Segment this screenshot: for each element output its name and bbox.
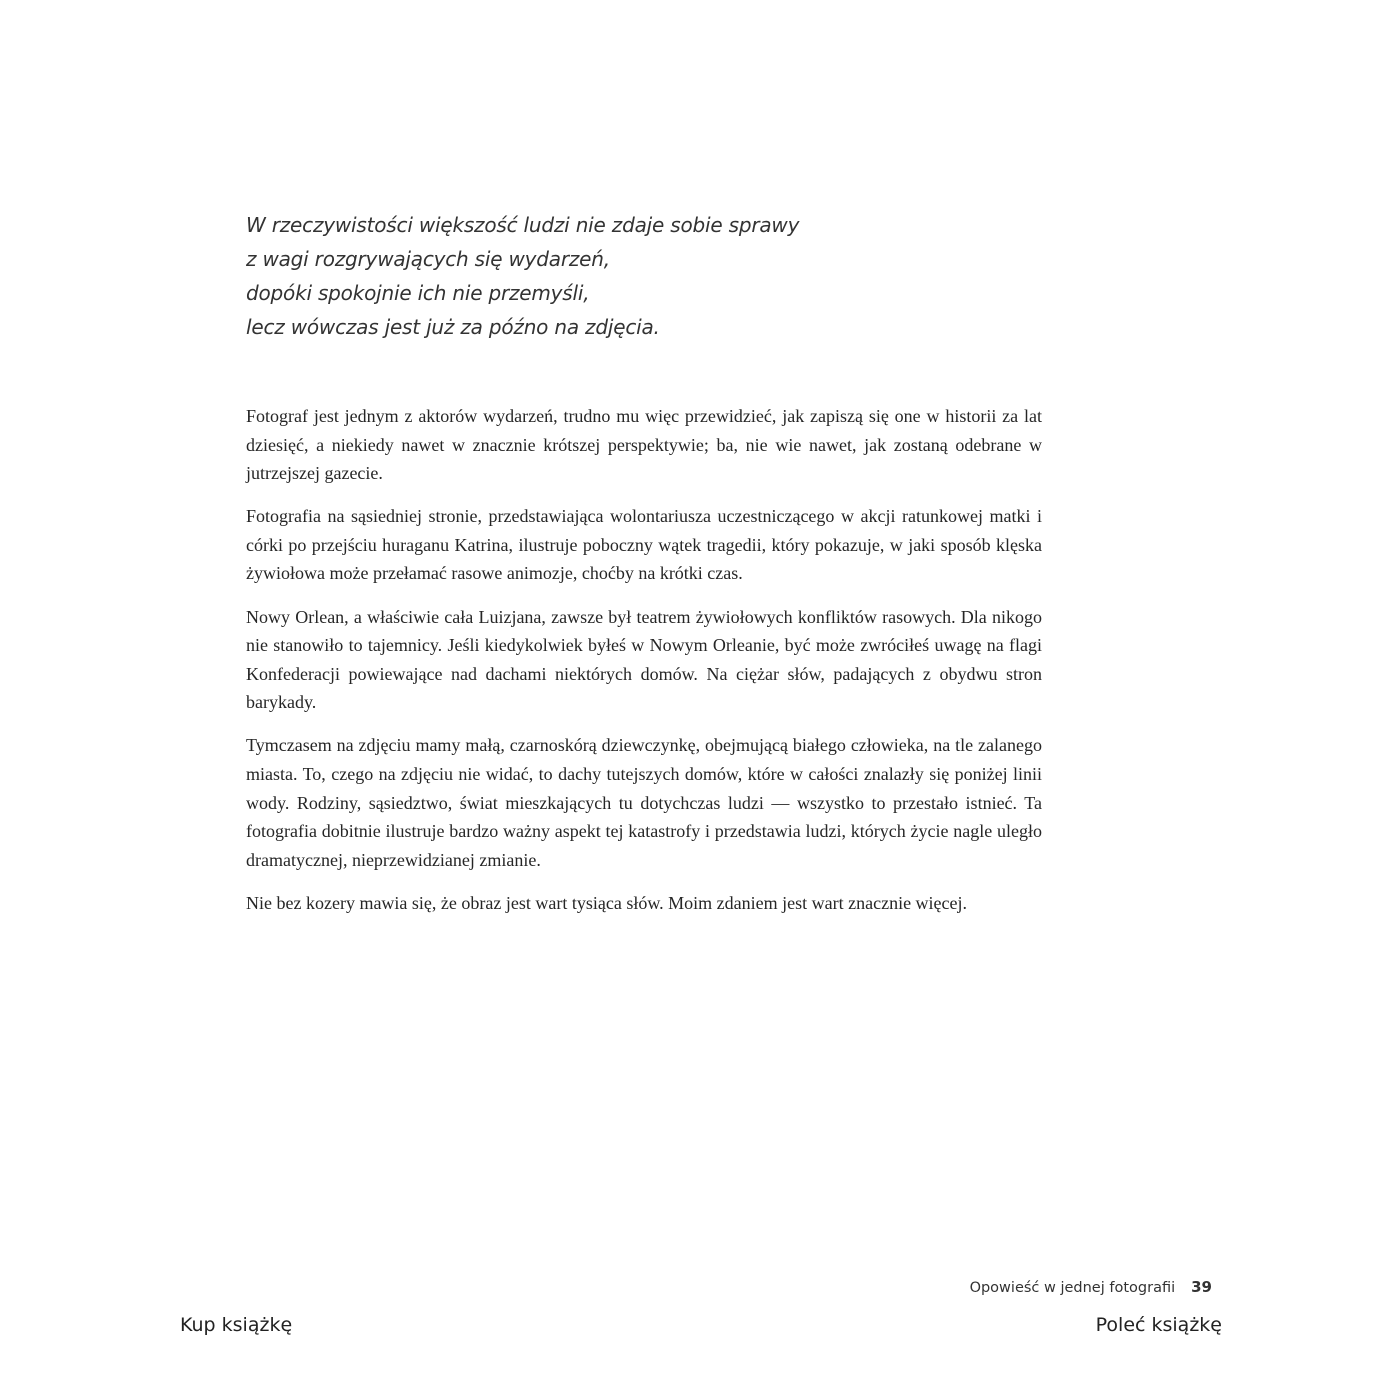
recommend-book-link[interactable]: Poleć książkę [1095, 1314, 1222, 1336]
paragraph: Nie bez kozery mawia się, że obraz jest wart tysiąca słów. Moim zdaniem jest wart znacznie więcej. [246, 892, 968, 913]
paragraph: Tymczasem na zdjęciu mamy małą, czarnoskórą dziewczynkę, obejmującą białego człowieka, na tle zalanego miasta. To, czego na zdjęciu nie widać, to dachy tutejszych domów, które w całości znalazły się poniżej linii wody. Rodziny, sąsiedztwo, świat mieszkających tu dotychczas ludzi — wszystko to przestało istnieć. Ta fotografia dobitnie ilustruje bardzo ważny aspekt tej katastrofy i przedstawia ludzi, których życie nagle uległo dramatycznej, nieprzewidzianej zmianie. [246, 735, 1042, 870]
quote-line: lecz wówczas jest już za późno na zdjęcia. [246, 315, 660, 339]
body-text [246, 402, 1042, 932]
quote-line: W rzeczywistości większość ludzi nie zdaje sobie sprawy [246, 213, 800, 237]
epigraph-quote [246, 208, 946, 344]
quote-line: z wagi rozgrywających się wydarzeń, [246, 247, 610, 271]
page-number: 39 [1191, 1278, 1212, 1296]
quote-line: dopóki spokojnie ich nie przemyśli, [246, 281, 590, 305]
running-footer [970, 1278, 1212, 1296]
buy-book-link[interactable]: Kup książkę [180, 1314, 293, 1336]
paragraph: Fotograf jest jednym z aktorów wydarzeń, trudno mu więc przewidzieć, jak zapiszą się one w historii za lat dziesięć, a niekiedy nawet w znacznie krótszej perspektywie; ba, nie wie nawet, jak zostaną odebrane w jutrzejszej gazecie. [246, 406, 1042, 484]
paragraph: Nowy Orlean, a właściwie cała Luizjana, zawsze był teatrem żywiołowych konfliktów rasowych. Dla nikogo nie stanowiło to tajemnicy. Jeśli kiedykolwiek byłeś w Nowym Orleanie, być może zwróciłeś uwagę na flagi Konfederacji powiewające nad dachami niektórych domów. Na ciężar słów, padających z obydwu stron barykady. [246, 606, 1042, 713]
running-title: Opowieść w jednej fotografii [969, 1280, 1176, 1296]
paragraph: Fotografia na sąsiedniej stronie, przedstawiająca wolontariusza uczestniczącego w akcji ratunkowej matki i córki po przejściu huraganu Katrina, ilustruje poboczny wątek tragedii, który pokazuje, w jaki sposób klęska żywiołowa może przełamać rasowe animozje, choćby na krótki czas. [246, 506, 1042, 584]
